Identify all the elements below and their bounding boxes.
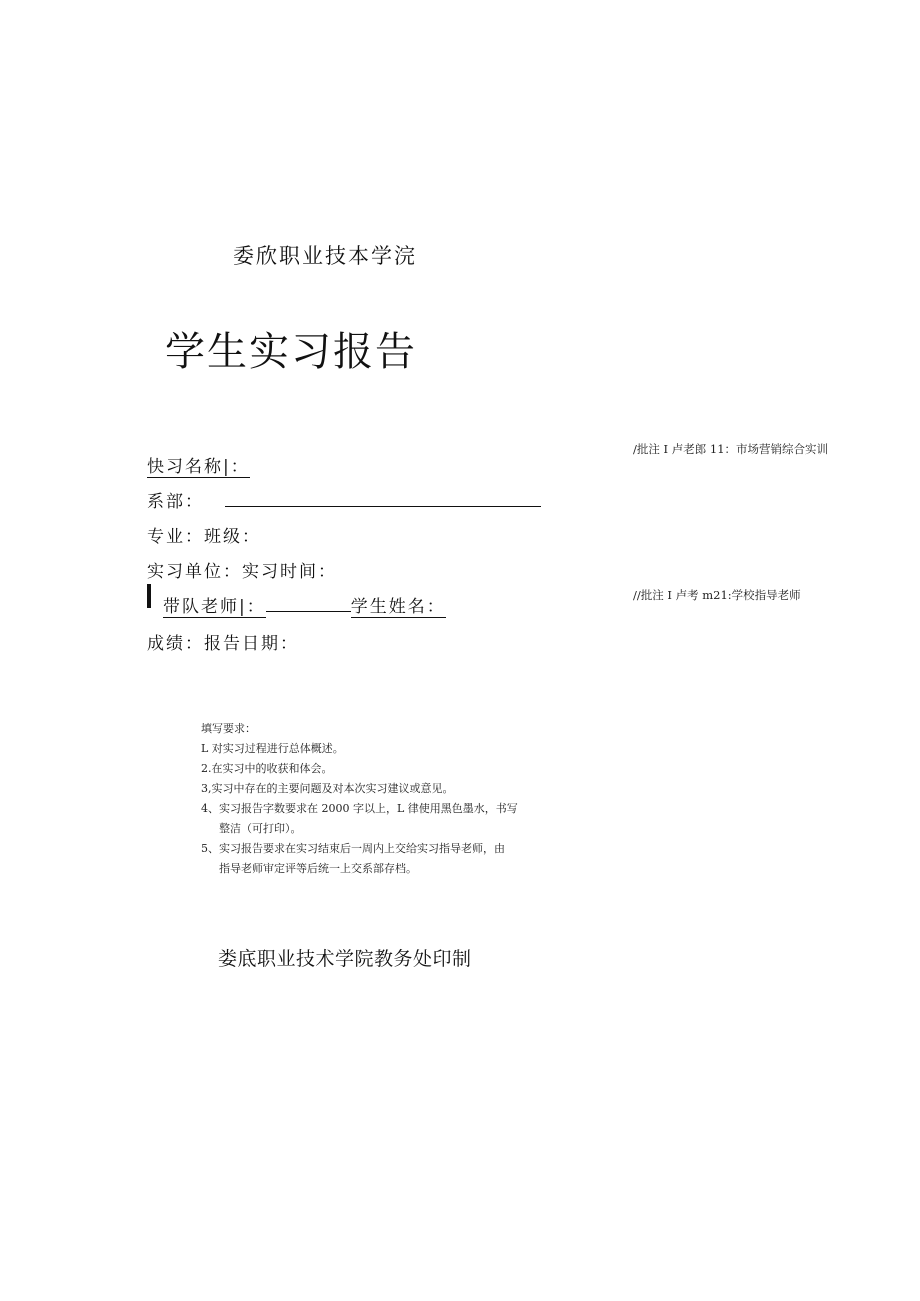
major-class-field xyxy=(147,522,261,547)
requirement-item-2: 2.在实习中的收获和体会。 xyxy=(201,762,333,775)
requirement-item-5: 5、实习报告要求在实习结束后一周内上交给实习指导老师，由 xyxy=(201,842,505,855)
annotation-comment-1: /批注 I 卢老郎 11：市场营销综合实训 xyxy=(633,442,829,456)
teacher-label: 带队老师|： xyxy=(163,592,266,618)
internship-name-label: 快习名称|： xyxy=(147,452,250,478)
score-date-label: 成绩：报告日期： xyxy=(147,634,299,654)
teacher-student-field xyxy=(163,592,446,618)
report-title: 学生实习报告 xyxy=(165,329,417,375)
student-name-label: 学生姓名： xyxy=(351,592,446,618)
printer-footer: 娄底职业技术学院教务处印制 xyxy=(218,948,472,970)
department-label: 系部： xyxy=(147,492,204,512)
requirement-item-4-cont: 整洁（可打印）。 xyxy=(219,822,302,835)
department-blank-line xyxy=(225,490,541,507)
score-date-field xyxy=(147,629,299,654)
requirement-item-1: L 对实习过程进行总体概述。 xyxy=(201,742,344,755)
internship-name-field xyxy=(147,452,250,478)
school-name: 委欣职业技本学浣 xyxy=(233,244,417,268)
department-field xyxy=(147,487,541,512)
major-class-label: 专业：班级： xyxy=(147,527,261,547)
requirement-item-5-cont: 指导老师审定评等后统一上交系部存档。 xyxy=(219,862,417,875)
requirement-item-4: 4、实习报告字数要求在 2000 字以上，L 律使用黑色墨水，书写 xyxy=(201,802,518,815)
annotation-comment-2: //批注 I 卢考 m21:学校指导老师 xyxy=(633,588,801,602)
margin-bar-marker xyxy=(147,584,151,608)
unit-time-field xyxy=(147,557,337,582)
teacher-blank-line xyxy=(266,595,351,612)
requirement-item-3: 3,实习中存在的主要问题及对本次实习建议或意见。 xyxy=(201,782,454,795)
unit-time-label: 实习单位：实习时间： xyxy=(147,562,337,582)
requirements-heading: 填写要求： xyxy=(201,722,256,735)
